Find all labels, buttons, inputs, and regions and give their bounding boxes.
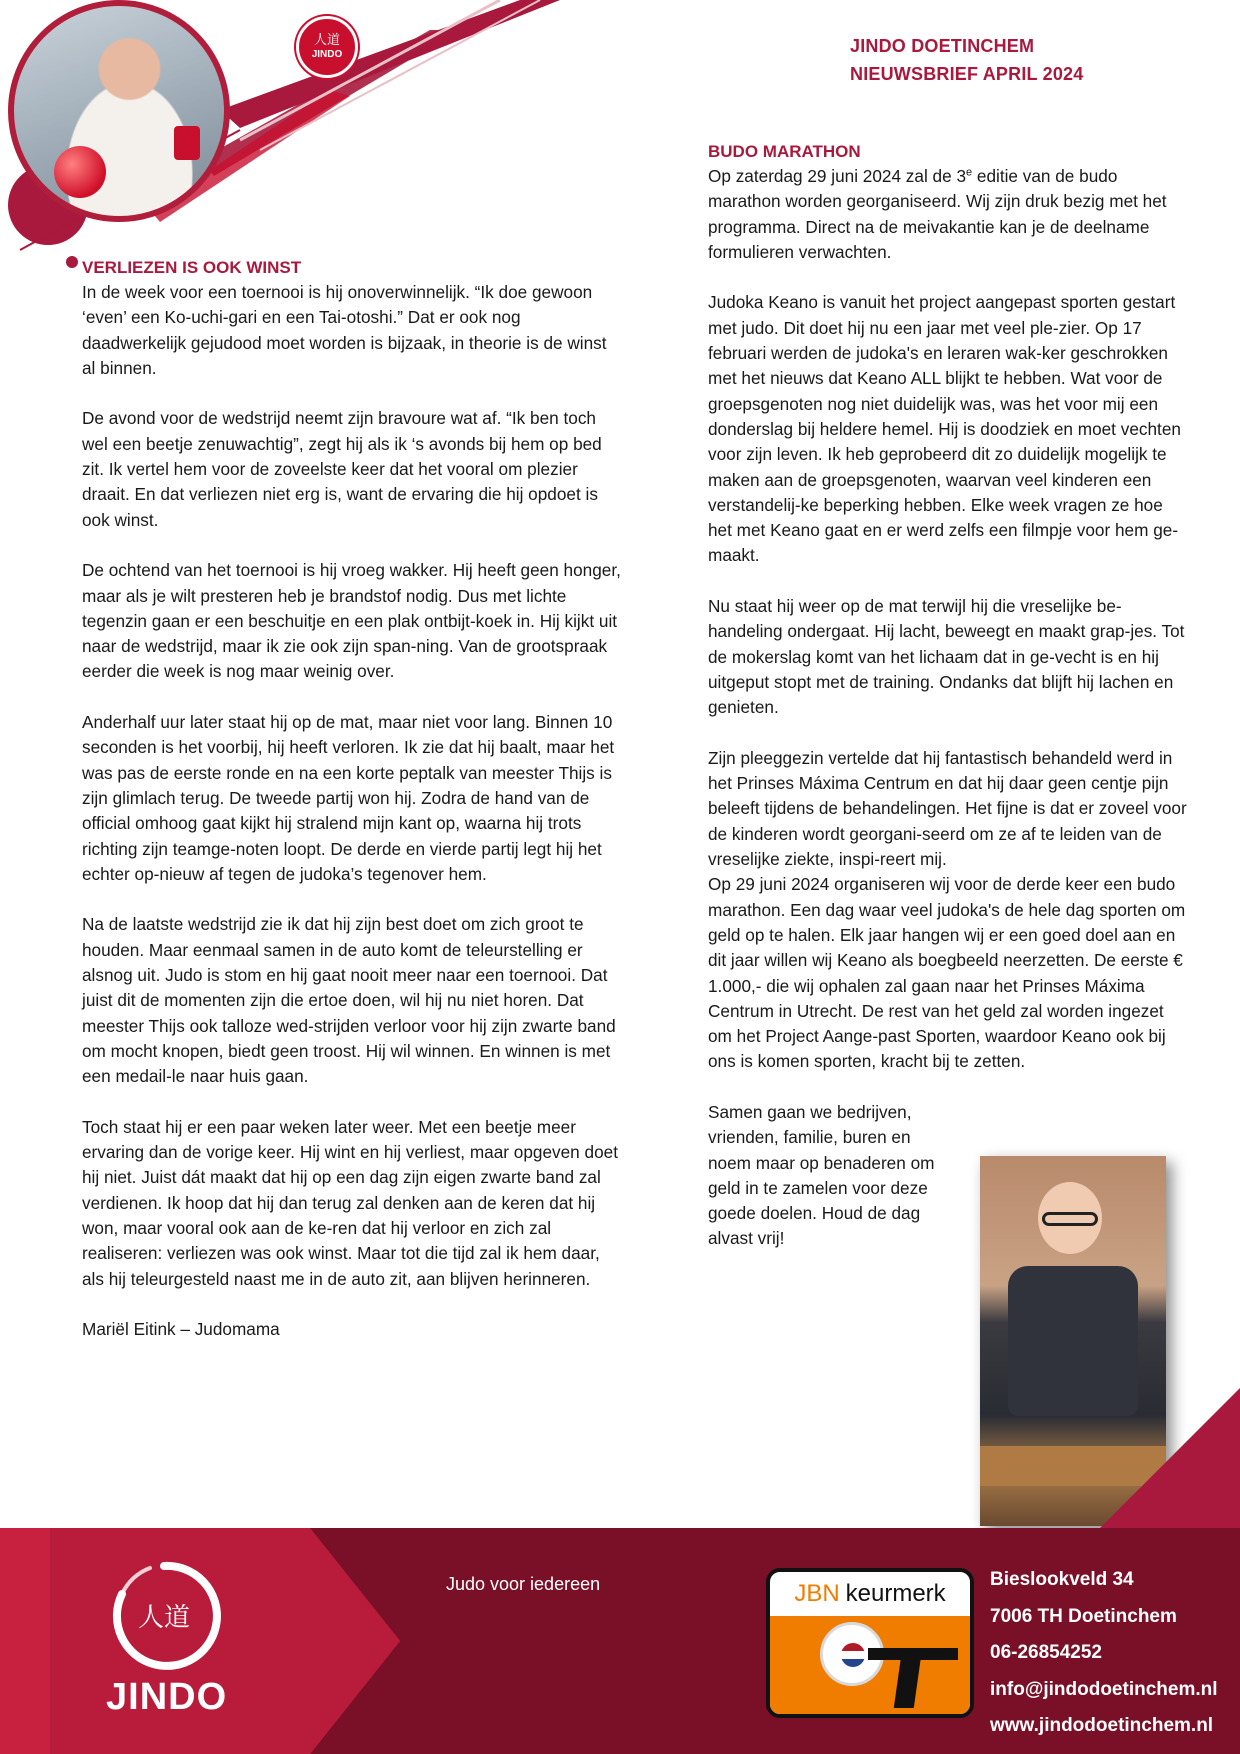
footer-corner-accent xyxy=(1100,1388,1240,1528)
article-closing: Samen gaan we bedrijven, vrienden, familie, buren en noem maar op benaderen om geld in te zamelen voor deze goede doelen. Houd de dag alvast vrij! xyxy=(708,1101,935,1249)
article-paragraph: Nu staat hij weer op de mat terwijl hij die vreselijke be-handeling ondergaat. Hij lacht, beweegt en maakt grap-jes. Tot de mokerslag komt van het lichaam dat in ge-vecht is en hij uitgeput stopt met de training. Ondanks dat blijft hij lachen en genieten. xyxy=(708,596,1185,718)
logo-kanji: 人道 xyxy=(137,1603,191,1633)
address-street: Bieslookveld 34 xyxy=(990,1569,1134,1590)
article-paragraph: De ochtend van het toernooi is hij vroeg wakker. Hij heeft geen honger, maar als je wilt presteren heb je brandstof nodig. Dus met lichte tegenzin gaan er een beschuitje en een plak ontbijt-koek in. Hij kijkt uit naar de wedstrijd, maar ik zie ook zijn span-ning. Van de grootspraak eerder die week is nog maar weinig over. xyxy=(82,560,621,682)
keurmerk-brand: JBN xyxy=(794,1580,840,1607)
logo-kanji: 人道 xyxy=(313,33,340,48)
article-paragraph: Na de laatste wedstrijd zie ik dat hij zijn best doet om zich groot te houden. Maar eenmaal samen in de auto komt de teleurstelling er alsnog uit. Judo is stom en hij gaat nooit meer naar een toernooi. Dat juist dit de momenten zijn die ertoe doen, wil hij nu niet horen. Dat meester Thijs ook talloze wed-strijden verloor voor hij zijn zwarte band om mocht knopen, biedt geen troost. Hij wil winnen. En winnen is met een medail-le naar huis gaan. xyxy=(82,914,616,1087)
jindo-enso-logo xyxy=(104,1556,224,1676)
article-verliezen xyxy=(82,256,622,1368)
article-paragraph: De avond voor de wedstrijd neemt zijn bravoure wat af. “Ik ben toch wel een beetje zenuwachtig”, zegt hij als ik ‘s avonds bij hem op bed zit. Ik vertel hem voor de zoveelste keer dat het vooral om plezier draait. En dat verliezen niet erg is, want de ervaring die hij opdoet is ook winst. xyxy=(82,408,602,530)
photo-glasses xyxy=(1042,1212,1098,1226)
jbn-keurmerk-badge xyxy=(766,1568,974,1718)
portrait-photo xyxy=(8,0,230,222)
intro-text: Op zaterdag 29 juni 2024 zal de 3 xyxy=(708,166,966,186)
dutch-flag-icon xyxy=(841,1643,865,1667)
address-city: 7006 TH Doetinchem xyxy=(990,1605,1177,1627)
article-heading: VERLIEZEN IS OOK WINST xyxy=(82,258,302,277)
contact-email[interactable]: info@jindodoetinchem.nl xyxy=(990,1678,1218,1700)
article-paragraph: Judoka Keano is vanuit het project aangepast sporten gestart met judo. Dit doet hij nu een jaar met veel ple-zier. Op 17 februari werden de judoka's en leraren wak-ker geschrokken met het nieuws dat Keano ALL blijkt te hebben. Wat voor de groepsgenoten nog niet duidelijk was, was het voor mij een donderslag bij heldere hemel. Hij is doodziek en moet vechten voor zijn leven. Ik heb geprobeerd dit zo duidelijk mogelijk te maken aan de groepsgenoten, waarvan veel kinderen een verstandelij-ke beperking hebben. Elke week vragen ze hoe het met Keano gaat en er werd zelfs een filmpje voor hem ge-maakt. xyxy=(708,292,1181,566)
article-paragraph: Toch staat hij er een paar weken later weer. Met een beetje meer ervaring dan de vorige keer. Hij wint en hij verliest, maar opgeven doet hij niet. Juist dát maakt dat hij op een dag zijn eigen zwarte band zal verdienen. Ik hoop dat hij dan terug zal denken aan de keren dat hij won, maar vooral ook aan de ke-ren dat hij verloor en zich zal realiseren: verliezen was ook winst. Maar tot die tijd zal ik hem daar, als hij teleurgesteld naast me in de auto zit, aan blijven herinneren. xyxy=(82,1116,618,1289)
article-paragraph: In de week voor een toernooi is hij onoverwinnelijk. “Ik doe gewoon ‘even’ een Ko-uchi-gari en een Tai-otoshi.” Dat er ook nog daadwerkelijk gejudood moet worden is bijzaak, in theorie is de winst al binnen. xyxy=(82,282,607,378)
masthead-club: JINDO DOETINCHEM xyxy=(850,36,1035,56)
footer-logo-word: JINDO xyxy=(106,1676,228,1718)
article-budo-marathon xyxy=(708,140,1190,1277)
ordinal-sup: e xyxy=(966,166,973,179)
keurmerk-orange-panel xyxy=(770,1616,970,1718)
red-ball xyxy=(54,146,106,198)
contact-website[interactable]: www.jindodoetinchem.nl xyxy=(990,1715,1214,1736)
keurmerk-title xyxy=(770,1572,970,1616)
contact-block xyxy=(990,1562,1218,1745)
article-paragraph: Op 29 juni 2024 organiseren wij voor de derde keer een budo marathon. Een dag waar veel judoka's de hele dag sporten om geld op te halen. Elk jaar hangen wij er een goed doel aan en dit jaar willen wij Keano als boegbeeld neerzetten. De eerste € 1.000,- die wij ophalen zal gaan naar het Prinses Máxima Centrum in Utrecht. De rest van het geld zal worden ingezet om het Project Aange-past Sporten, waardoor Keano ook bij ons is komen sporten, kracht bij te zetten. xyxy=(708,874,1186,1072)
masthead-issue: NIEUWSBRIEF APRIL 2024 xyxy=(850,64,1084,84)
intro-text-rest: editie van de budo marathon worden georganiseerd. Wij zijn druk bezig met het programma. Direct na de meivakantie kan je de deelname formulieren verwachten. xyxy=(708,166,1167,262)
keurmerk-word: keurmerk xyxy=(845,1580,946,1607)
jindo-badge-logo xyxy=(296,16,358,78)
jindo-patch xyxy=(174,126,200,160)
masthead xyxy=(850,32,1083,88)
article-paragraph: Zijn pleeggezin vertelde dat hij fantastisch behandeld werd in het Prinses Máxima Centrum en dat hij daar geen centje pijn beleeft tijdens de behandelingen. Het fijne is dat er zoveel voor de kinderen wordt georgani-seerd om ze af te leiden van de vreselijke ziekte, inspi-reert mij. xyxy=(708,747,1187,870)
article-author: Mariël Eitink – Judomama xyxy=(82,1319,280,1340)
logo-word: JINDO xyxy=(311,49,343,60)
article-paragraph: Anderhalf uur later staat hij op de mat, maar niet voor lang. Binnen 10 seconden is het voorbij, hij heeft verloren. Ik zie dat hij baalt, maar het was pas de eerste ronde en na een korte peptalk van meester Thijs is zijn glimlach terug. De tweede partij won hij. Zodra de hand van de official omhoog gaat kijkt hij stralend mijn kant op, waarna hij trots richting zijn teamge-noten loopt. De derde en vierde partij legt hij het echter op-nieuw af tegen de judoka’s tegenover hem. xyxy=(82,712,615,884)
article-intro xyxy=(708,164,1190,265)
contact-phone[interactable]: 06-26854252 xyxy=(990,1642,1102,1663)
article-heading: BUDO MARATHON xyxy=(708,142,861,161)
footer-slogan: Judo voor iedereen xyxy=(446,1574,601,1594)
